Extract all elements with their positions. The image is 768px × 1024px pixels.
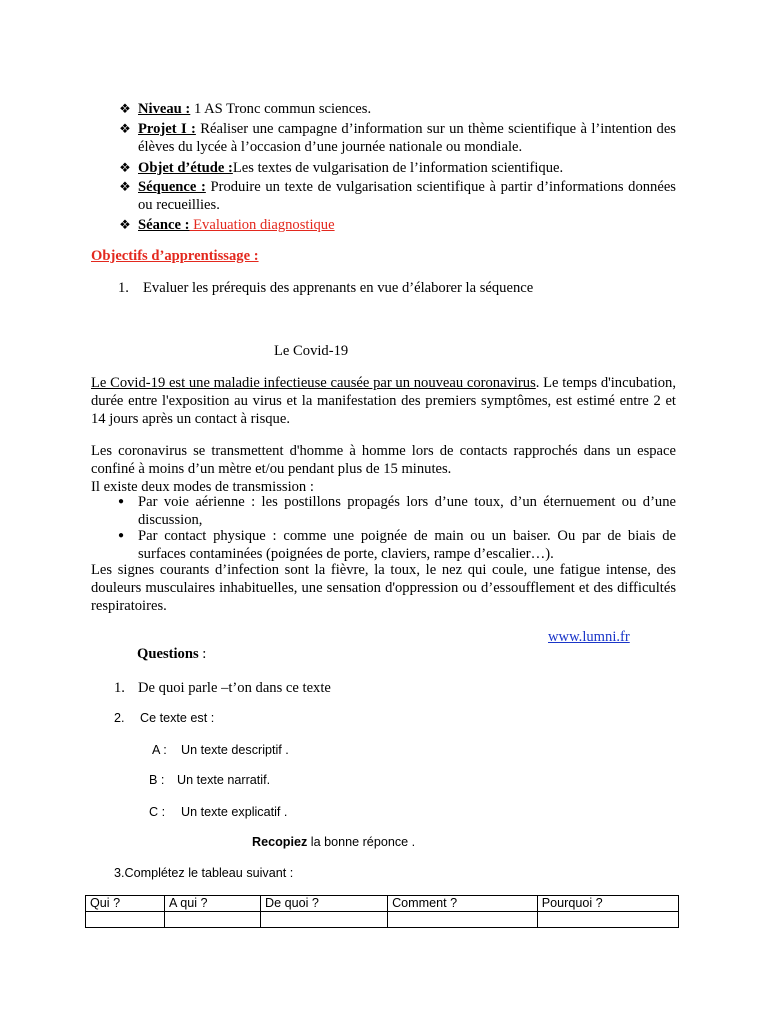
bullet-dot-icon: ● (118, 496, 125, 507)
option-b-letter: B : (149, 773, 165, 787)
table-header-cell: De quoi ? (260, 896, 387, 912)
question-1-number: 1. (114, 680, 125, 696)
objectives-title: Objectifs d’apprentissage : (91, 248, 259, 264)
article-paragraph-4: Les signes courants d’infection sont la fièvre, la toux, le nez qui coule, une fatigue intense, des douleurs musculaires inhabituelles, une sensation d'oppression ou d’essoufflement et des difficultés respiratoires. (91, 562, 676, 614)
transmission-mode-1: Par voie aérienne : les postillons propagés lors d’une toux, d’un éternuement ou d’une discussion, (138, 494, 676, 528)
header-item-projet: Projet I : Réaliser une campagne d’information sur un thème scientifique à l’intention des élèves du lycée à l’occasion d’une journée nationale ou mondiale. (138, 121, 676, 155)
source-link[interactable]: www.lumni.fr (548, 629, 630, 645)
question-2: Ce texte est : (140, 711, 215, 725)
table-row (86, 912, 679, 928)
questions-title: Questions : (137, 646, 207, 662)
header-item-objet: Objet d’étude :Les textes de vulgarisation de l’information scientifique. (138, 160, 564, 176)
answer-table (85, 895, 679, 928)
table-cell[interactable] (86, 912, 165, 928)
article-title: Le Covid-19 (274, 343, 349, 359)
transmission-mode-2: Par contact physique : comme une poignée de main ou un baiser. Ou par de biais de surfaces contaminées (poignées de porte, claviers, rampe d’escalier…). (138, 528, 676, 562)
article-paragraph-2: Les coronavirus se transmettent d'homme à homme lors de contacts rapprochés dans un espace confiné à moins d’un mètre et/ou pendant plus de 15 minutes. (91, 443, 676, 477)
option-b-text: Un texte narratif. (177, 773, 271, 787)
table-header-row (86, 896, 679, 912)
diamond-bullet-icon: ❖ (119, 179, 131, 194)
option-a-letter: A : (152, 743, 167, 757)
option-a-text: Un texte descriptif . (181, 743, 289, 757)
diamond-bullet-icon: ❖ (119, 121, 131, 136)
header-item-sequence: Séquence : Produire un texte de vulgarisation scientifique à partir d’informations données ou recueillies. (138, 179, 676, 213)
objective-item: Evaluer les prérequis des apprenants en vue d’élaborer la séquence (143, 280, 534, 296)
table-cell[interactable] (537, 912, 678, 928)
bullet-dot-icon: ● (118, 530, 125, 541)
table-header-cell: Pourquoi ? (537, 896, 678, 912)
table-header-cell: Comment ? (388, 896, 538, 912)
diamond-bullet-icon: ❖ (119, 160, 131, 175)
table-cell[interactable] (388, 912, 538, 928)
header-item-niveau: Niveau : 1 AS Tronc commun sciences. (138, 101, 372, 117)
instruction: Recopiez la bonne réponce . (252, 835, 416, 849)
table-header-cell: A qui ? (165, 896, 261, 912)
question-1: De quoi parle –t’on dans ce texte (138, 680, 331, 696)
table-cell[interactable] (165, 912, 261, 928)
diamond-bullet-icon: ❖ (119, 101, 131, 116)
option-c-text: Un texte explicatif . (181, 805, 288, 819)
article-paragraph-3: Il existe deux modes de transmission : (91, 479, 314, 495)
header-item-seance: Séance : Evaluation diagnostique (138, 217, 335, 233)
diamond-bullet-icon: ❖ (119, 217, 131, 232)
question-3: 3.Complétez le tableau suivant : (114, 866, 294, 880)
objective-number: 1. (118, 280, 129, 296)
article-paragraph-1: Le Covid-19 est une maladie infectieuse causée par un nouveau coronavirus. Le temps d'incubation, durée entre l'exposition au virus et la manifestation des premiers symptômes, est estimé entre 2 et 14 jours après un contact à risque. (91, 375, 676, 427)
table-header-cell: Qui ? (86, 896, 165, 912)
option-c-letter: C : (149, 805, 166, 819)
question-2-number: 2. (114, 711, 125, 725)
table-cell[interactable] (260, 912, 387, 928)
